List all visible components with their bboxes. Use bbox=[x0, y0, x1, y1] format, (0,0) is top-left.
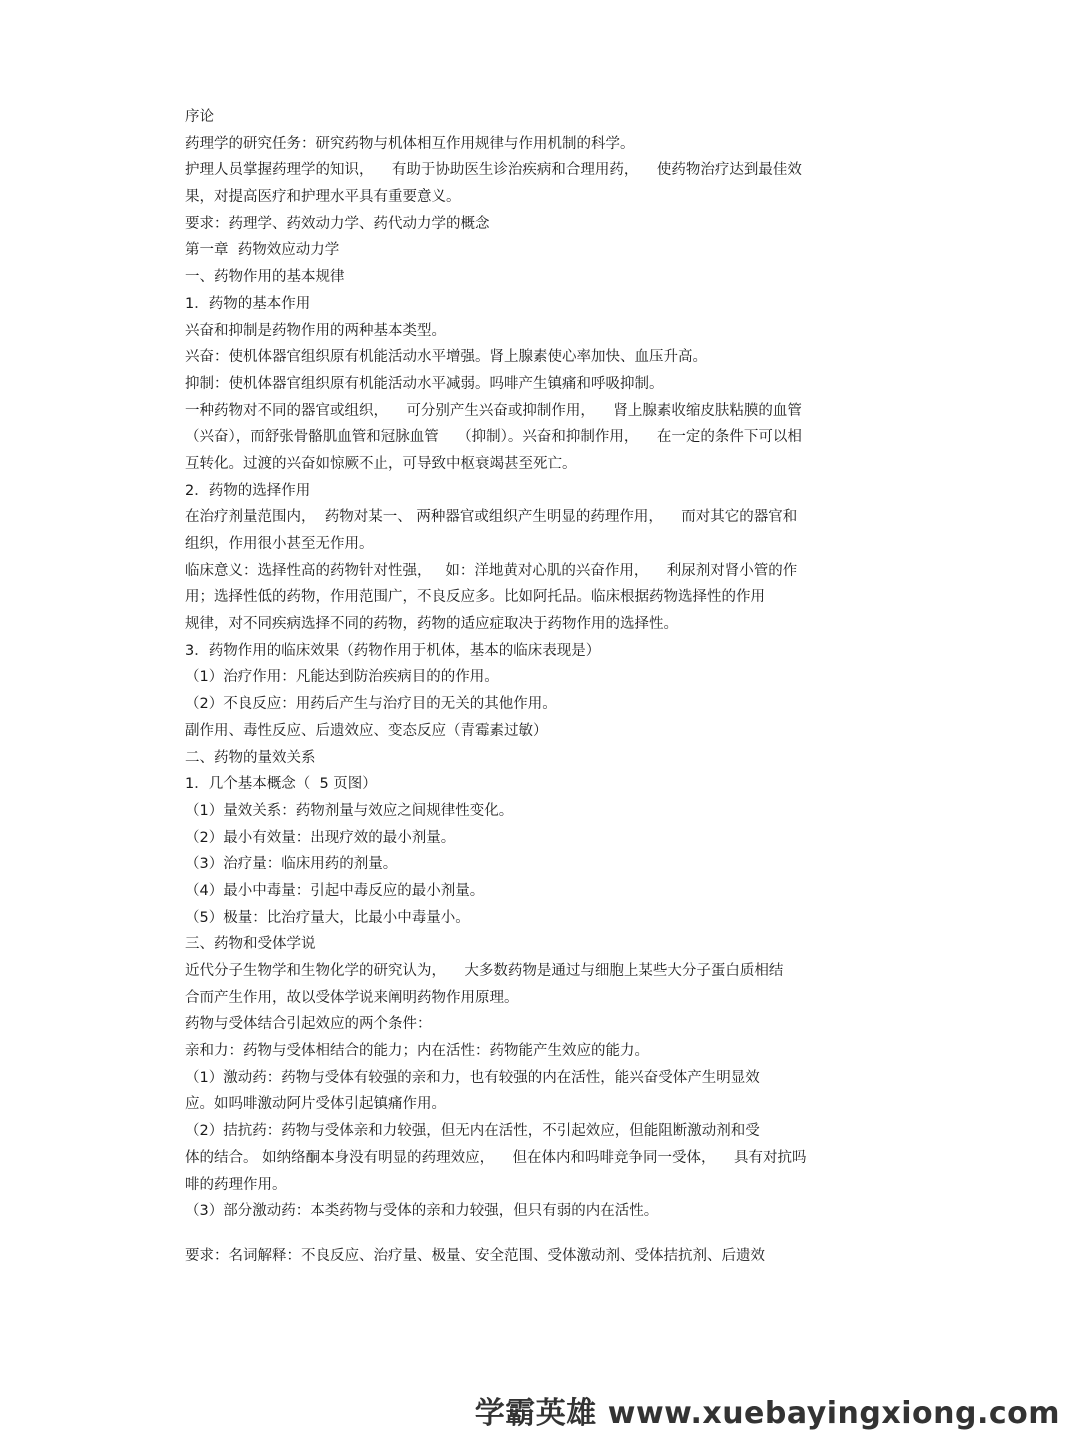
text-line: 药物与受体结合引起效应的两个条件： bbox=[185, 1016, 432, 1033]
document-lines bbox=[185, 104, 885, 1225]
text-line: 一、药物作用的基本规律 bbox=[185, 269, 345, 286]
text-line: （1）治疗作用：凡能达到防治疾病目的的作用。 bbox=[185, 669, 499, 686]
text-line: 药理学的研究任务：研究药物与机体相互作用规律与作用机制的科学。 bbox=[185, 135, 635, 152]
text-line: 第一章 药物效应动力学 bbox=[185, 242, 340, 259]
text-line: （2）拮抗药：药物与受体亲和力较强，但无内在活性，不引起效应，但能阻断激动剂和受 bbox=[185, 1123, 760, 1140]
text-line: 兴奋和抑制是药物作用的两种基本类型。 bbox=[185, 322, 446, 339]
text-line: 规律，对不同疾病选择不同的药物，药物的适应症取决于药物作用的选择性。 bbox=[185, 616, 678, 633]
document-body bbox=[185, 104, 885, 1270]
text-line: 互转化。过渡的兴奋如惊厥不止，可导致中枢衰竭甚至死亡。 bbox=[185, 455, 577, 472]
text-line: 1．几个基本概念（ 5 页图） bbox=[185, 776, 377, 793]
text-line: （3）部分激动药：本类药物与受体的亲和力较强，但只有弱的内在活性。 bbox=[185, 1203, 659, 1220]
paragraph-gap bbox=[185, 1225, 885, 1243]
text-line: 啡的药理作用。 bbox=[185, 1176, 287, 1193]
requirement-line: 要求：名词解释：不良反应、治疗量、极量、安全范围、受体激动剂、受体拮抗剂、后遗效 bbox=[185, 1247, 765, 1264]
text-line: （1）激动药：药物与受体有较强的亲和力，也有较强的内在活性，能兴奋受体产生明显效 bbox=[185, 1069, 760, 1086]
text-line: （1）量效关系：药物剂量与效应之间规律性变化。 bbox=[185, 802, 514, 819]
text-line: 果，对提高医疗和护理水平具有重要意义。 bbox=[185, 189, 461, 206]
text-line: 护理人员掌握药理学的知识， 有助于协助医生诊治疾病和合理用药， 使药物治疗达到最佳效 bbox=[185, 162, 802, 179]
text-line: 要求：药理学、药效动力学、药代动力学的概念 bbox=[185, 215, 490, 232]
text-line: （4）最小中毒量：引起中毒反应的最小剂量。 bbox=[185, 882, 485, 899]
text-line: （兴奋），而舒张骨骼肌血管和冠脉血管 （抑制）。兴奋和抑制作用， 在一定的条件下可以相 bbox=[185, 429, 802, 446]
text-line: 兴奋：使机体器官组织原有机能活动水平增强。肾上腺素使心率加快、血压升高。 bbox=[185, 349, 707, 366]
text-line: 临床意义：选择性高的药物针对性强， 如：洋地黄对心肌的兴奋作用， 利尿剂对肾小管的作 bbox=[185, 562, 798, 579]
text-line: 序论 bbox=[185, 109, 214, 125]
text-line: 3．药物作用的临床效果（药物作用于机体，基本的临床表现是） bbox=[185, 642, 601, 659]
text-line: 亲和力：药物与受体相结合的能力；内在活性：药物能产生效应的能力。 bbox=[185, 1043, 649, 1060]
text-line: 一种药物对不同的器官或组织， 可分别产生兴奋或抑制作用， 肾上腺素收缩皮肤粘膜的血管 bbox=[185, 402, 802, 419]
text-line: 三、药物和受体学说 bbox=[185, 936, 316, 953]
text-line: 在治疗剂量范围内， 药物对某一、 两种器官或组织产生明显的药理作用， 而对其它的器官和 bbox=[185, 509, 798, 526]
text-line: （2）最小有效量：出现疗效的最小剂量。 bbox=[185, 829, 456, 846]
text-line: 1．药物的基本作用 bbox=[185, 295, 311, 312]
text-line: 二、药物的量效关系 bbox=[185, 749, 316, 766]
watermark: 学霸英雄 www.xuebayingxiong.com bbox=[474, 1396, 1060, 1431]
text-line: （5）极量：比治疗量大，比最小中毒量小。 bbox=[185, 909, 470, 926]
text-line: （3）治疗量：临床用药的剂量。 bbox=[185, 856, 398, 873]
text-line: 应。如吗啡激动阿片受体引起镇痛作用。 bbox=[185, 1096, 446, 1113]
text-line: 组织，作用很小甚至无作用。 bbox=[185, 536, 374, 552]
text-line: 副作用、毒性反应、后遗效应、变态反应（青霉素过敏） bbox=[185, 722, 548, 739]
text-line: 2．药物的选择作用 bbox=[185, 482, 311, 499]
text-line: 合而产生作用，故以受体学说来阐明药物作用原理。 bbox=[185, 989, 519, 1006]
text-line: 近代分子生物学和生物化学的研究认为， 大多数药物是通过与细胞上某些大分子蛋白质相结 bbox=[185, 963, 784, 979]
text-line: （2）不良反应：用药后产生与治疗目的无关的其他作用。 bbox=[185, 696, 557, 713]
text-line: 用；选择性低的药物，作用范围广，不良反应多。比如阿托品。临床根据药物选择性的作用 bbox=[185, 589, 765, 606]
text-line: 抑制：使机体器官组织原有机能活动水平减弱。吗啡产生镇痛和呼吸抑制。 bbox=[185, 375, 664, 392]
text-line: 体的结合。 如纳络酮本身没有明显的药理效应， 但在体内和吗啡竞争同一受体， 具有对抗吗 bbox=[185, 1149, 807, 1166]
